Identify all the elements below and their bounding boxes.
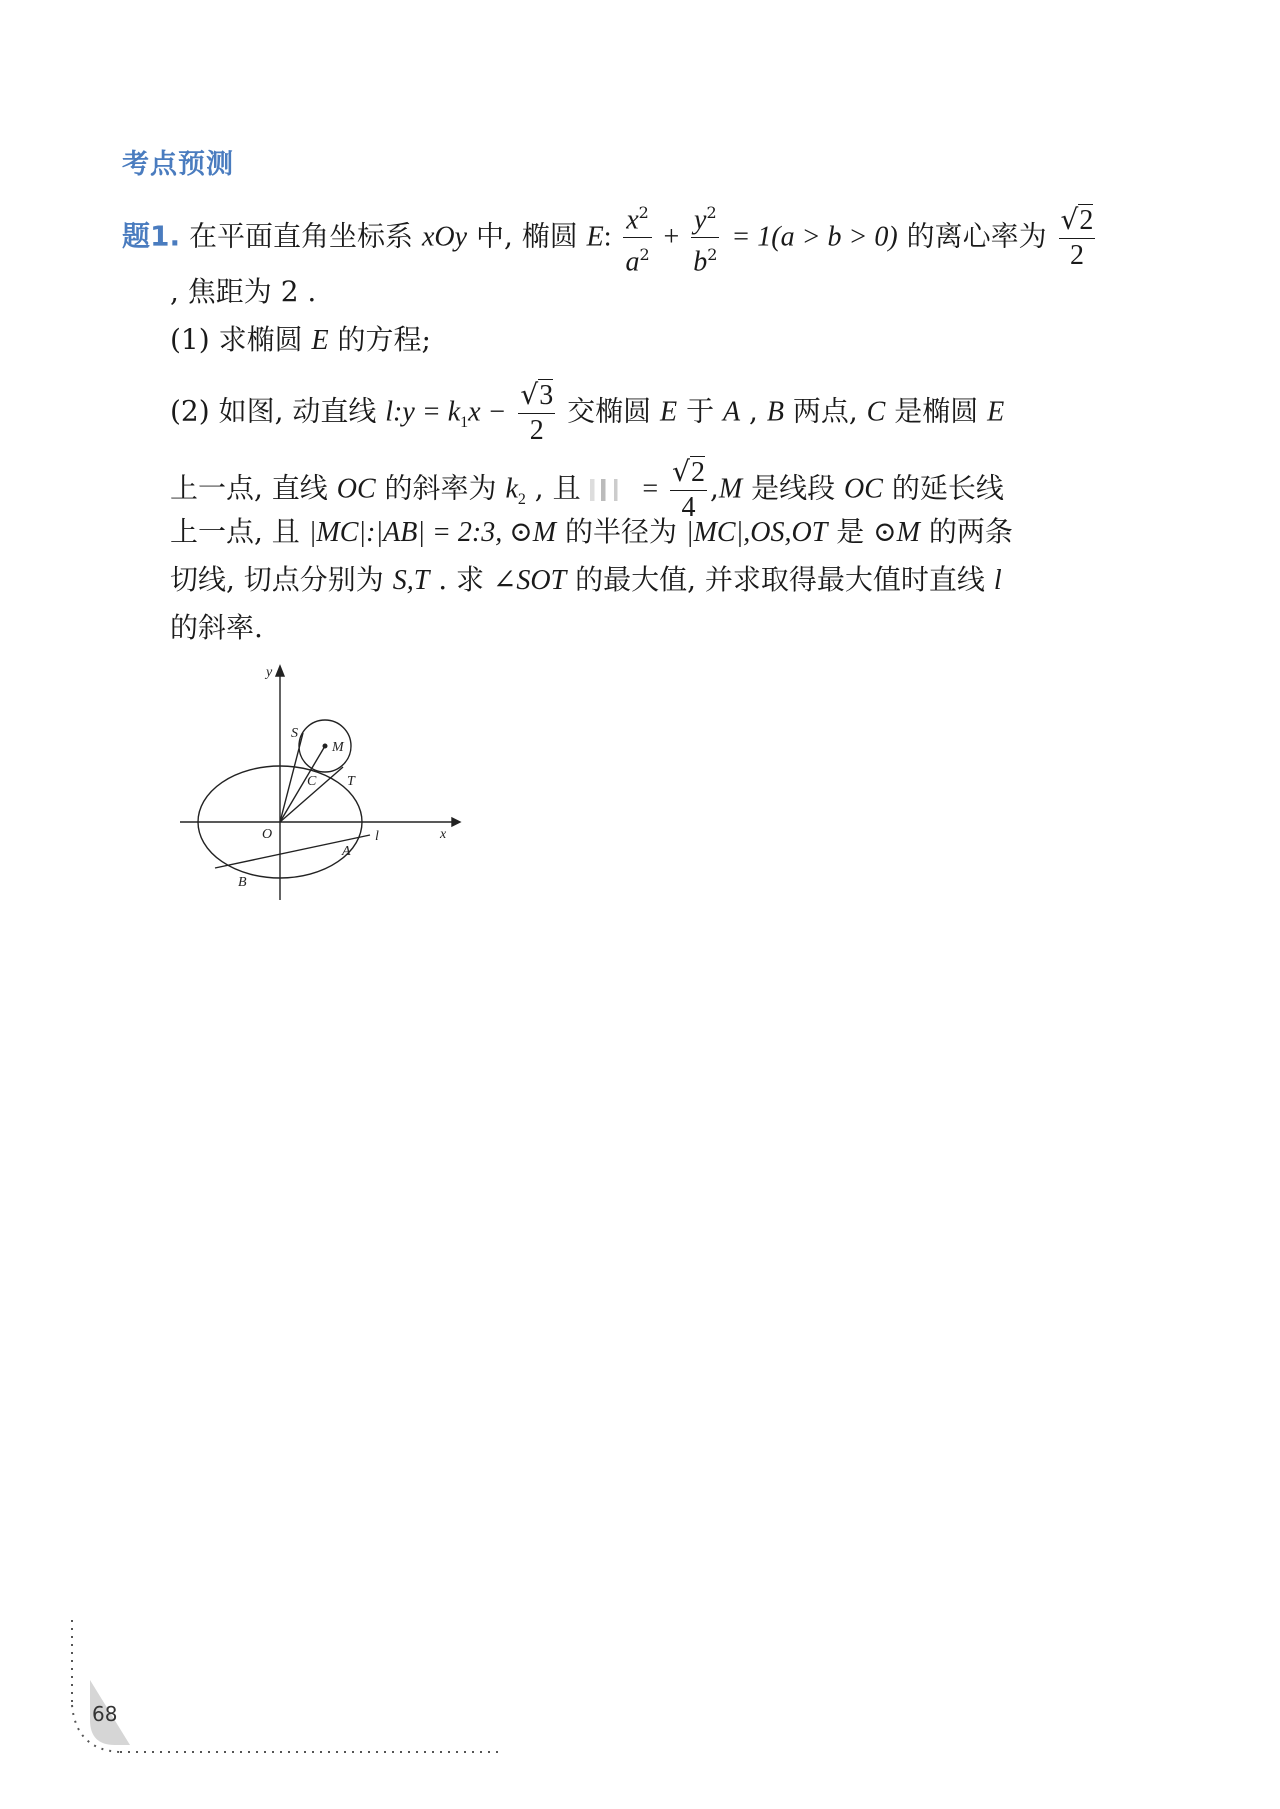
text-segment: . 求: [438, 563, 485, 596]
text-segment: (1) 求椭圆: [170, 323, 303, 356]
text-segment: 的延长线: [891, 471, 1004, 505]
denominator-4: 4: [681, 492, 696, 523]
colon: :: [603, 221, 612, 253]
point-a: A: [722, 396, 741, 428]
plus-sign: +: [663, 221, 680, 253]
coordinate-system: xOy: [421, 221, 468, 253]
line-l: l: [993, 565, 1002, 596]
ellipse-name: E: [987, 396, 1005, 428]
text-segment: 的离心率为: [906, 219, 1047, 253]
text-segment: , 且: [534, 471, 581, 505]
ratio-expression: |MC|:|AB| = 2:3, ⊙M: [308, 517, 557, 548]
subscript: 1: [460, 414, 469, 432]
circle-m: ⊙M: [873, 517, 920, 548]
question-label: 题1.: [122, 219, 181, 253]
denominator-2: 2: [1069, 239, 1084, 271]
text-segment: 上一点, 直线: [170, 471, 328, 505]
ray-os: [280, 733, 303, 822]
text-segment: 两点,: [792, 394, 858, 428]
question-line-6: [170, 560, 1002, 601]
text-segment: 的最大值, 并求取得最大值时直线: [575, 563, 985, 596]
label-s: S: [291, 726, 298, 741]
ellipse-name: E: [586, 221, 604, 253]
exponent: 2: [639, 245, 650, 265]
angle-sot: ∠SOT: [492, 565, 567, 596]
text-segment: 的方程;: [337, 323, 431, 356]
text-segment: 是椭圆: [894, 394, 979, 428]
slope-k: k: [505, 473, 518, 505]
ellipse-name: E: [660, 396, 678, 428]
tangent-points: S,T: [392, 565, 430, 596]
numerator-y: y: [694, 204, 707, 236]
label-a: A: [342, 844, 351, 859]
label-m: M: [332, 740, 344, 755]
question-line-1: [122, 196, 1098, 280]
equation-rhs: = 1(a > b > 0): [731, 221, 898, 253]
text-segment: 的半径为: [564, 515, 677, 548]
fraction-sqrt2-4: $\frac{√2}{4}$: [672, 455, 705, 523]
label-c: C: [307, 774, 317, 789]
part-1: [170, 320, 431, 361]
x-axis-arrow: [452, 818, 460, 826]
fraction-y2-b2: [691, 196, 719, 280]
text-segment: 中, 椭圆: [475, 219, 578, 253]
obscured-expression: [590, 479, 634, 501]
denominator-b: b: [693, 246, 708, 278]
segment-oc: OC: [336, 473, 376, 505]
sqrt-3: 3: [539, 380, 554, 411]
y-axis-arrow: [276, 666, 284, 676]
denominator-2: 2: [529, 415, 544, 446]
point-c: C: [866, 396, 886, 428]
text-segment: 在平面直角坐标系: [189, 219, 414, 253]
fraction-sqrt3-2: $\frac{√3}{2}$: [520, 378, 554, 446]
point-m: M: [718, 473, 743, 505]
text-segment: ,: [709, 471, 719, 505]
geometry-figure: [170, 650, 470, 900]
sqrt-2: 2: [690, 457, 705, 488]
segment-oc: OC: [844, 473, 883, 505]
line-equation-cont: x −: [468, 396, 507, 428]
sqrt-2: 2: [1079, 204, 1094, 236]
page-corner-decoration: [70, 1620, 500, 1760]
exponent: 2: [638, 203, 649, 222]
radius-expression: |MC|,OS,OT: [685, 517, 828, 548]
fraction-x2-a2: [623, 196, 651, 280]
exponent: 2: [706, 203, 717, 222]
part-2: [170, 378, 1004, 448]
label-t: T: [347, 774, 355, 789]
question-line-5: [170, 512, 1013, 553]
text-segment: 的两条: [928, 515, 1013, 548]
text-segment: 交椭圆: [567, 394, 652, 428]
equals-sign: =: [642, 473, 659, 505]
point-m-dot: [323, 744, 328, 749]
question-line-7: 的斜率.: [170, 611, 263, 644]
text-segment: 是线段: [751, 471, 836, 505]
text-segment: 切线, 切点分别为: [170, 563, 384, 596]
text-segment: ,: [749, 394, 758, 428]
label-b: B: [238, 875, 247, 890]
label-y: y: [266, 665, 273, 680]
label-l: l: [375, 829, 379, 844]
fraction-eccentricity: $\frac{√2}{2}$: [1060, 202, 1094, 271]
question-line-2: , 焦距为 2 .: [170, 275, 317, 308]
text-segment: 于: [686, 394, 715, 428]
numerator-x: x: [626, 204, 639, 236]
label-x: x: [440, 827, 447, 842]
subscript: 2: [517, 491, 526, 509]
denominator-a: a: [625, 246, 640, 278]
segment-om: [280, 746, 325, 822]
section-heading: 考点预测: [122, 149, 234, 180]
exponent: 2: [707, 245, 718, 265]
line-equation: l:y = k: [385, 396, 461, 428]
text-segment: 上一点, 且: [170, 515, 300, 548]
point-b: B: [766, 396, 784, 428]
ellipse-name: E: [311, 325, 329, 356]
label-o: O: [262, 827, 273, 842]
page-number: 68: [92, 1702, 118, 1726]
text-segment: 的斜率为: [384, 471, 497, 505]
text-segment: (2) 如图, 动直线: [170, 394, 377, 428]
text-segment: 是: [836, 515, 865, 548]
